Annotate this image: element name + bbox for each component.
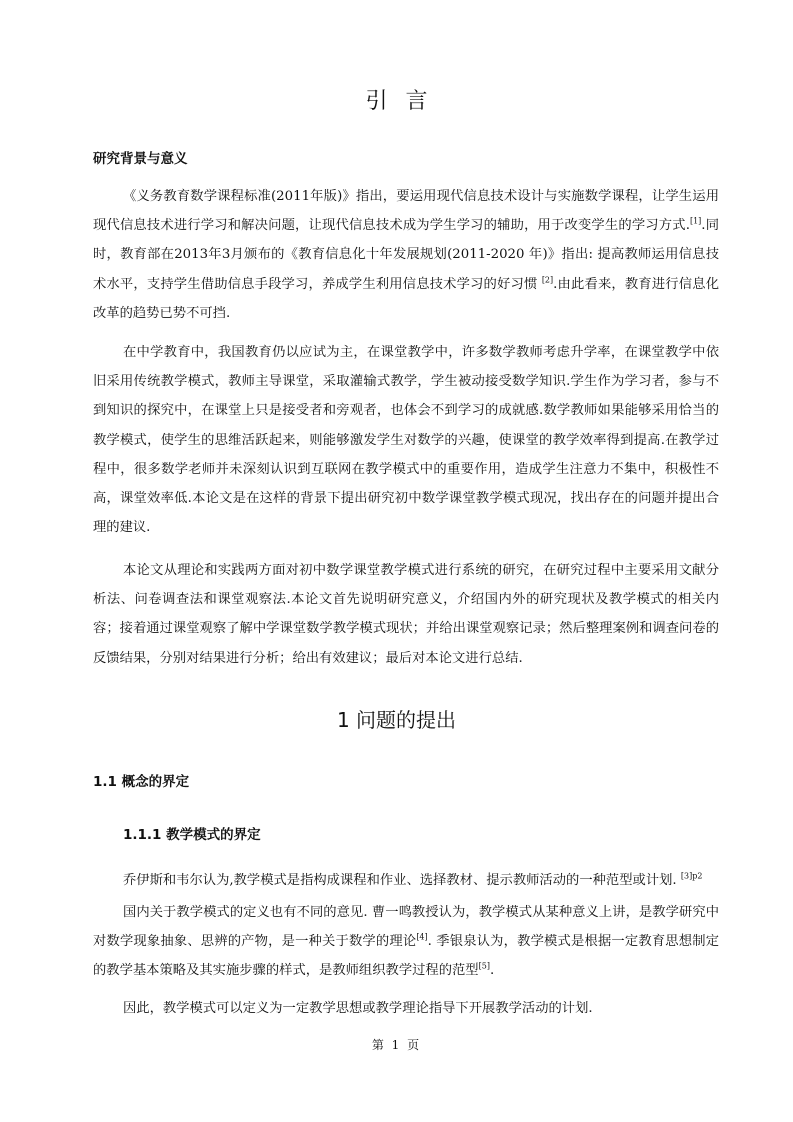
section-heading-background: 研究背景与意义: [93, 151, 188, 167]
paragraph-text: .同时，教育部在2013年3月颁布的《教育信息化十年发展规划(2011-2020 年)》指出: 提高教师运用信息技术水平，支持学生借助信息手段学习，养成学生利用信息技术学习的好习惯: [93, 218, 719, 292]
paragraph-intro-2: 在中学教育中，我国教育仍以应试为主，在课堂教学中，许多数学教师考虑升学率，在课堂教学中依旧采用传统教学模式，教师主导课堂，采取灌输式教学，学生被动接受数学知识.学生作为学习者，参与不到知识的探究中，在课堂上只是接受者和旁观者，也体会不到学习的成就感.数学教师如果能够采用恰当的教学模式，使学生的思维活跃起来，则能够激发学生对数学的兴趣，使课堂的教学效率得到提高.在教学过程中，很多数学老师并未深刻认识到互联网在教学模式中的重要作用，造成学生注意力不集中，积极性不高，课堂效率低.本论文是在这样的背景下提出研究初中数学课堂教学模式现况，找出存在的问题并提出合理的建议.: [93, 345, 719, 536]
citation-ref: [2]: [541, 275, 554, 285]
citation-ref: [4]: [416, 932, 428, 942]
paragraph-text: 乔伊斯和韦尔认为,教学模式是指构成课程和作业、选择教材、提示教师活动的一种范型或计划.: [123, 873, 681, 888]
page-title: 引言: [365, 89, 446, 114]
paragraph-text: .由此看来，教育进行信息化改革的趋势已势不可挡.: [93, 276, 719, 321]
citation-ref: [3]p2: [680, 871, 703, 881]
paragraph-text: .: [489, 963, 495, 979]
subsubsection-heading: 1.1.1 教学模式的界定: [123, 827, 261, 843]
paragraph-definition-3: 因此，教学模式可以定义为一定教学思想或教学理论指导下开展教学活动的计划.: [123, 1001, 593, 1016]
paragraph-definition-1: [93, 866, 719, 895]
page-number: 第 1 页: [371, 1038, 422, 1052]
paragraph-definition-2: [93, 898, 719, 986]
chapter-title: 1 问题的提出: [336, 708, 457, 732]
paragraph-intro-1: [93, 182, 719, 328]
paragraph-text: . 季银泉认为，教学模式是根据一定教育思想制定的教学基本策略及其实施步骤的样式，是教师组织教学过程的范型: [93, 934, 720, 979]
subsection-heading: 1.1 概念的界定: [93, 774, 190, 790]
citation-ref: [5]: [478, 961, 490, 971]
paragraph-intro-3: 本论文从理论和实践两方面对初中数学课堂教学模式进行系统的研究，在研究过程中主要采用文献分析法、问卷调查法和课堂观察法.本论文首先说明研究意义，介绍国内外的研究现状及教学模式的相关内容；接着通过课堂观察了解中学课堂数学教学模式现状；并给出课堂观察记录；然后整理案例和调查问卷的反馈结果，分别对结果进行分析；给出有效建议；最后对本论文进行总结.: [93, 563, 719, 666]
citation-ref: [1]: [689, 216, 702, 226]
paragraph-text: 《义务教育数学课程标准(2011年版)》指出，要运用现代信息技术设计与实施数学课程，让学生运用现代信息技术进行学习和解决问题，让现代信息技术成为学生学习的辅助，用于改变学生的学习方式.: [93, 189, 719, 234]
paragraph-text: 国内关于教学模式的定义也有不同的意见. 曹一鸣教授认为，教学模式从某种意义上讲，是教学研究中对数学现象抽象、思辨的产物，是一种关于数学的理论: [93, 905, 719, 950]
